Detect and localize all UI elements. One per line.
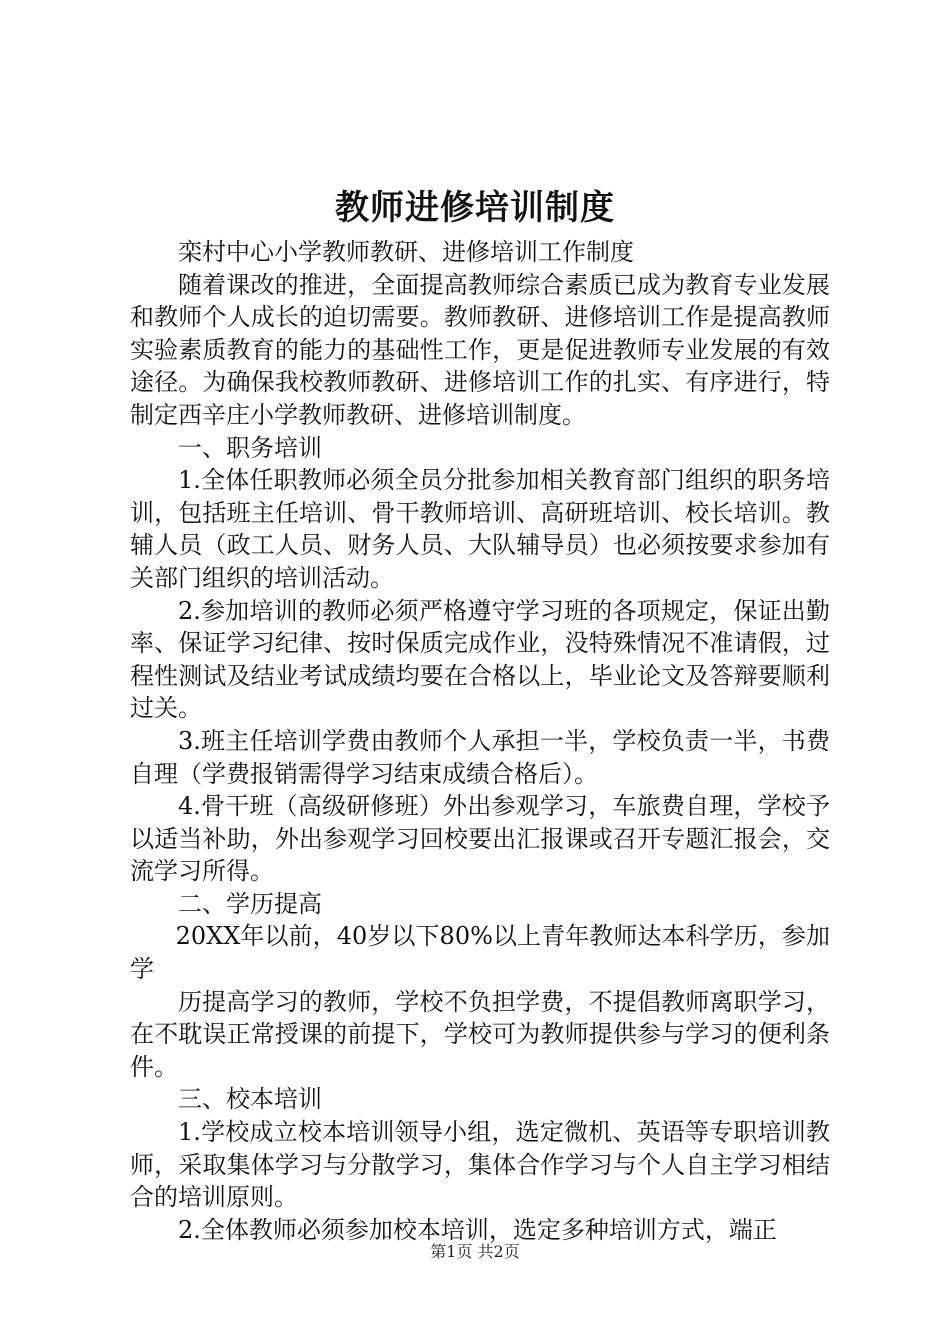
document-body xyxy=(130,236,830,1246)
section-heading-education: 二、学历提高 xyxy=(178,889,322,918)
section-heading-school-training: 三、校本培训 xyxy=(178,1085,322,1114)
page-number-footer: 第1页 共2页 xyxy=(430,1242,520,1261)
paragraph-item-2: 2.参加培训的教师必须严格遵守学习班的各项规定，保证出勤率、保证学习纪律、按时保质完成作业，没特殊情况不准请假，过程性测试及结业考试成绩均要在合格以上，毕业论文及答辩要顺利过关。 xyxy=(130,596,830,723)
paragraph-school-item-1: 1.学校成立校本培训领导小组，选定微机、英语等专职培训教师，采取集体学习与分散学习，集体合作学习与个人自主学习相结合的培训原则。 xyxy=(130,1118,830,1212)
document-title: 教师进修培训制度 xyxy=(335,188,615,228)
paragraph-item-4: 4.骨干班（高级研修班）外出参观学习，车旅费自理，学校予以适当补助，外出参观学习回校要出汇报课或召开专题汇报会，交流学习所得。 xyxy=(130,792,830,886)
paragraph-education-2: 历提高学习的教师，学校不负担学费，不提倡教师离职学习，在不耽误正常授课的前提下，学校可为教师提供参与学习的便利条件。 xyxy=(130,987,830,1081)
intro-paragraph: 随着课改的推进，全面提高教师综合素质已成为教育专业发展和教师个人成长的迫切需要。教师教研、进修培训工作是提高教师实验素质教育的能力的基础性工作，更是促进教师专业发展的有效途径。为确保我校教师教研、进修培训工作的扎实、有序进行，特制定西辛庄小学教师教研、进修培训制度。 xyxy=(130,270,830,429)
paragraph-school-item-2: 2.全体教师必须参加校本培训，选定多种培训方式，端正 xyxy=(178,1215,777,1244)
paragraph-item-1: 1.全体任职教师必须全员分批参加相关教育部门组织的职务培训，包括班主任培训、骨干教师培训、高研班培训、校长培训。教辅人员（政工人员、财务人员、大队辅导员）也必须按要求参加有关部门组织的培训活动。 xyxy=(130,466,830,592)
section-heading-job-training: 一、职务培训 xyxy=(178,433,322,462)
paragraph-education-1: 20XX年以前，40岁以下80%以上青年教师达本科学历，参加学 xyxy=(130,922,830,984)
paragraph-item-3: 3.班主任培训学费由教师个人承担一半，学校负责一半，书费自理（学费报销需得学习结束成绩合格后）。 xyxy=(130,726,830,788)
subtitle-paragraph: 栾村中心小学教师教研、进修培训工作制度 xyxy=(178,238,634,266)
